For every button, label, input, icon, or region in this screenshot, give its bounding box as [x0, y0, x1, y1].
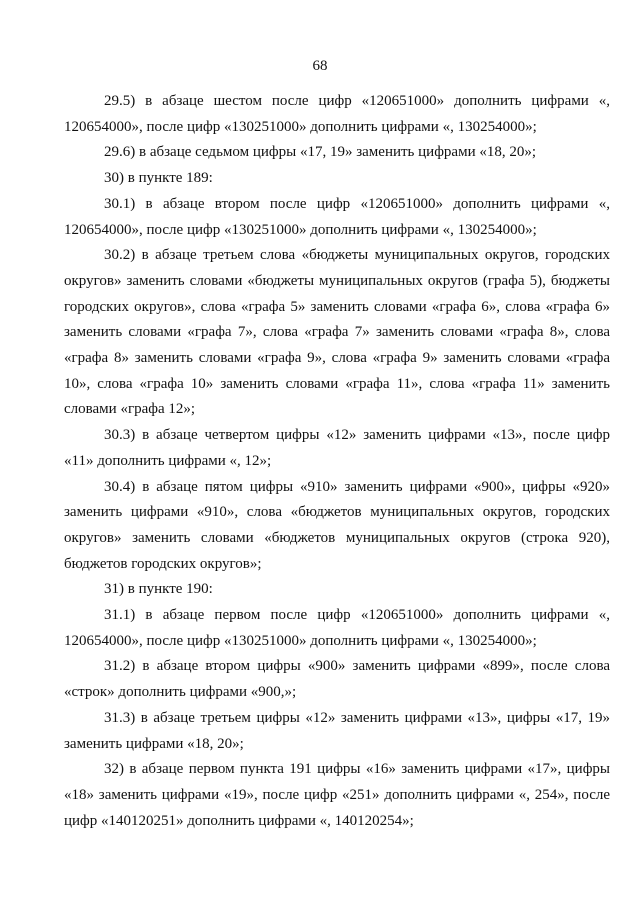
- paragraph-30-4: 30.4) в абзаце пятом цифры «910» заменить цифрами «900», цифры «920» заменить цифрами «910», слова «бюджетов муниципальных округов, городских округов» заменить словами «бюджетов муниципальных округов (строка 920), бюджетов городских округов»;: [64, 478, 610, 572]
- paragraph-30-1: 30.1) в абзаце втором после цифр «120651000» дополнить цифрами «, 120654000», после цифр «130251000» дополнить цифрами «, 130254000»;: [64, 195, 610, 238]
- paragraph-30-2: 30.2) в абзаце третьем слова «бюджеты муниципальных округов, городских округов» заменить словами «бюджеты муниципальных округов (графа 5), бюджеты городских округов», слова «графа 5» заменить словами «графа 6», слова «графа 6» заменить словами «графа 7», слова «графа 7» заменить словами «графа 8», слова «графа 8» заменить словами «графа 9», слова «графа 9» заменить словами «графа 10», слова «графа 10» заменить словами «графа 11», слова «графа 11» заменить словами «графа 12»;: [64, 247, 610, 418]
- document-body: [64, 89, 610, 834]
- paragraph-29-6: 29.6) в абзаце седьмом цифры «17, 19» заменить цифрами «18, 20»;: [104, 144, 537, 161]
- paragraph-29-5: 29.5) в абзаце шестом после цифр «120651000» дополнить цифрами «, 120654000», после цифр «130251000» дополнить цифрами «, 130254000»;: [64, 93, 610, 135]
- paragraph-30-3: 30.3) в абзаце четвертом цифры «12» заменить цифрами «13», после цифр «11» дополнить цифрами «, 12»;: [64, 427, 610, 469]
- paragraph-30: 30) в пункте 189:: [104, 170, 213, 187]
- paragraph-32: 32) в абзаце первом пункта 191 цифры «16» заменить цифрами «17», цифры «18» заменить цифрами «19», после цифр «251» дополнить цифрами «, 254», после цифр «140120251» дополнить цифрами «, 140120254»;: [64, 761, 610, 829]
- paragraph-31-1: 31.1) в абзаце первом после цифр «120651000» дополнить цифрами «, 120654000», после цифр «130251000» дополнить цифрами «, 130254000»;: [64, 607, 610, 649]
- paragraph-31-3: 31.3) в абзаце третьем цифры «12» заменить цифрами «13», цифры «17, 19» заменить цифрами «18, 20»;: [64, 709, 610, 752]
- paragraph-31-2: 31.2) в абзаце втором цифры «900» заменить цифрами «899», после слова «строк» дополнить цифрами «900,»;: [64, 658, 610, 701]
- paragraph-31: 31) в пункте 190:: [104, 581, 213, 598]
- page-number: 68: [312, 58, 328, 74]
